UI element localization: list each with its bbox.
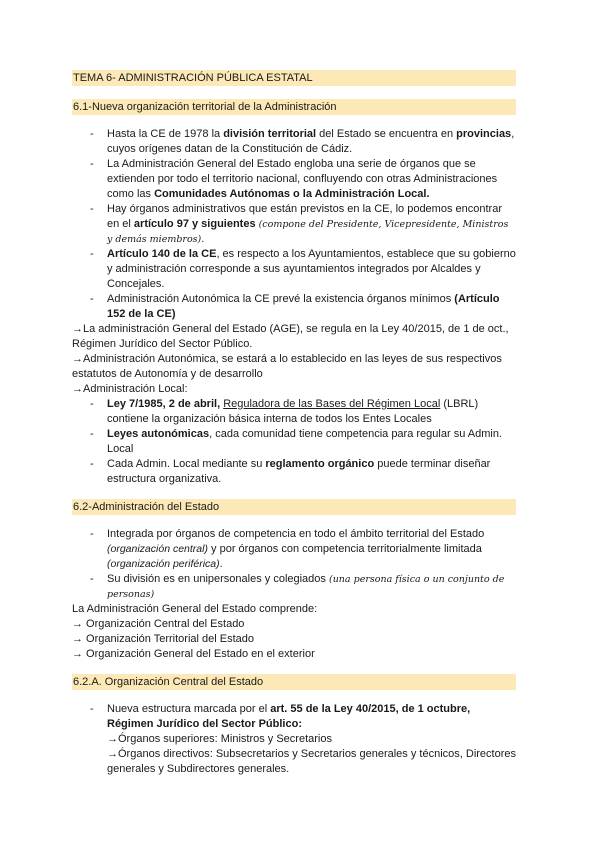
document-body bbox=[72, 70, 516, 777]
paragraph-org-exterior: → Organización General del Estado en el exterior bbox=[72, 648, 315, 660]
section-heading-6-2: 6.2-Administración del Estado bbox=[72, 499, 516, 515]
paragraph-comprende: La Administración General del Estado comprende: bbox=[72, 603, 318, 615]
section-6-2-list bbox=[72, 527, 516, 602]
organos-superiores: →Órganos superiores: Ministros y Secretarios bbox=[107, 733, 332, 745]
list-item: - La Administración General del Estado engloba una serie de órganos que se extienden por todo el territorio nacional, confluyendo con otras Administraciones como las Comunidades Autónomas o la Administración Local. bbox=[90, 158, 498, 200]
list-item: - Ley 7/1985, 2 de abril, Reguladora de las Bases del Régimen Local (LBRL) contiene la organización básica interna de todos los Entes Locales bbox=[90, 398, 479, 425]
section-heading-6-2-a: 6.2.A. Organización Central del Estado bbox=[72, 674, 516, 690]
list-item: - Administración Autonómica la CE prevé la existencia órganos mínimos (Artículo 152 de la CE) bbox=[90, 293, 500, 320]
list-item: - Leyes autonómicas, cada comunidad tiene competencia para regular su Admin. Local bbox=[90, 428, 502, 455]
document-title: TEMA 6- ADMINISTRACIÓN PÚBLICA ESTATAL bbox=[72, 70, 516, 86]
section-heading-6-1: 6.1-Nueva organización territorial de la Administración bbox=[72, 99, 516, 115]
list-item: - Artículo 140 de la CE, es respecto a los Ayuntamientos, establece que su gobierno y administración corresponde a sus ayuntamientos integrados por Alcaldes y Concejales. bbox=[90, 248, 516, 290]
paragraph-org-central: → Organización Central del Estado bbox=[72, 618, 245, 630]
organos-directivos: →Órganos directivos: Subsecretarios y Secretarios generales y técnicos, Directores generales y Subdirectores generales. bbox=[107, 748, 517, 775]
list-item: - Hay órganos administrativos que están previstos en la CE, lo podemos encontrar en el artículo 97 y siguientes (compone del Presidente, Vicepresidente, Ministros y demás miembros). bbox=[90, 203, 509, 245]
local-list bbox=[72, 397, 516, 487]
list-item: - Su división es en unipersonales y colegiados (una persona física o un conjunto de personas) bbox=[90, 573, 505, 600]
paragraph-org-territorial: → Organización Territorial del Estado bbox=[72, 633, 254, 645]
list-item: - Hasta la CE de 1978 la división territorial del Estado se encuentra en provincias, cuyos orígenes datan de la Constitución de Cádiz. bbox=[90, 128, 515, 155]
list-item: - Cada Admin. Local mediante su reglamento orgánico puede terminar diseñar estructura organizativa. bbox=[90, 458, 491, 485]
section-6-2-a-list bbox=[72, 702, 516, 777]
list-item: - Integrada por órganos de competencia en todo el ámbito territorial del Estado (organización central) y por órganos con competencia territorialmente limitada (organización periférica). bbox=[90, 528, 485, 570]
paragraph-autonomica: →Administración Autonómica, se estará a lo establecido en las leyes de sus respectivos estatutos de Autonomía y de desarrollo bbox=[72, 353, 502, 380]
section-6-1-list bbox=[72, 127, 516, 322]
list-item: - Nueva estructura marcada por el art. 55 de la Ley 40/2015, de 1 octubre, Régimen Jurídico del Sector Público: →Órganos superiores: Ministros y Secretarios →Órganos directivos: Subsecretarios y Secretarios generales y técnicos, Directores generales y Subdirectores generales. bbox=[90, 703, 517, 775]
paragraph-local: →Administración Local: bbox=[72, 383, 188, 395]
paragraph-age: →La administración General del Estado (AGE), se regula en la Ley 40/2015, de 1 de oct., Régimen Jurídico del Sector Público. bbox=[72, 323, 509, 350]
